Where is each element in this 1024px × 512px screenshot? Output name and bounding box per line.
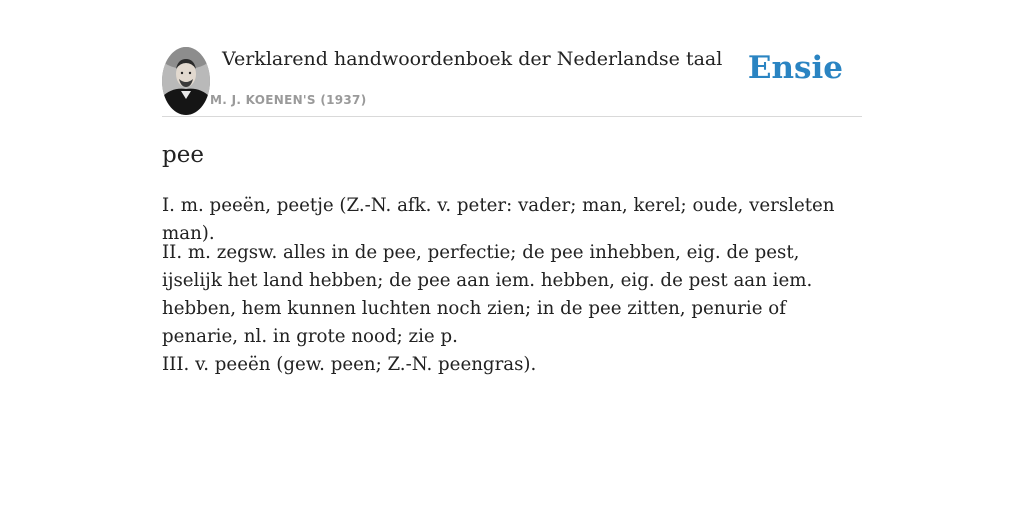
entry-sense: II. m. zegsw. alles in de pee, perfectie; de pee inhebben, eig. de pest, ijselijk het land hebben; de pee aan iem. hebben, eig. de pest aan iem. hebben, hem kunnen luchten noch zien; in de pee zitten, penurie of penarie, nl. in grote nood; zie p. [162, 242, 813, 347]
ensie-logo-link[interactable]: Ensie [747, 50, 843, 86]
dictionary-header [162, 46, 862, 117]
entry-headword: pee [162, 142, 204, 168]
entry-sense: I. m. peeën, peetje (Z.-N. afk. v. peter: vader; man, kerel; oude, versleten man). [162, 195, 835, 244]
page-content [162, 0, 862, 512]
dictionary-title[interactable]: Verklarend handwoordenboek der Nederlandse taal [222, 48, 723, 70]
dictionary-subtitle: M. J. KOENEN'S (1937) [210, 93, 367, 107]
entry-sense: III. v. peeën (gew. peen; Z.-N. peengras). [162, 354, 537, 375]
author-portrait-image [162, 47, 210, 115]
